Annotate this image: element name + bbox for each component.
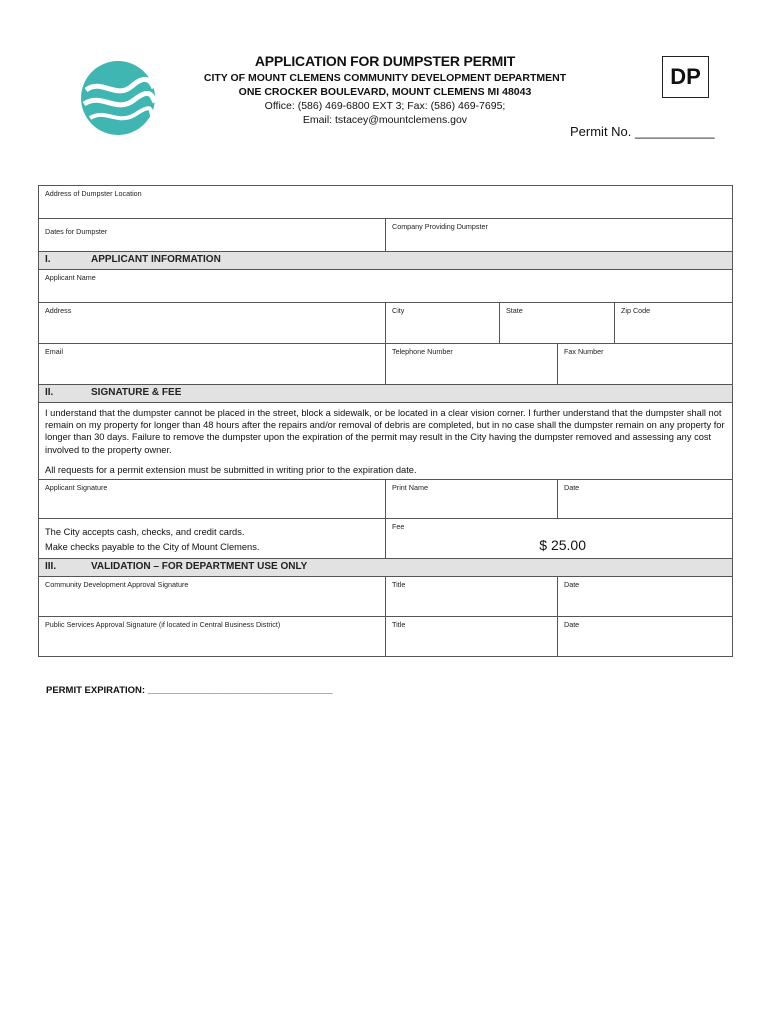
department-email: Email: tstacey@mountclemens.gov [302, 114, 468, 126]
form-title: APPLICATION FOR DUMPSTER PERMIT [254, 53, 516, 69]
statement-text: I understand that the dumpster cannot be placed in the street, block a sidewalk, or be located in a clear vision corner. I further understand that the dumpster shall not remain on my property for longer than 48 hours after the repairs and/or removal of debris are completed, but in no case shall the dumpster remain on any property for longer than 30 days. Failure to remove the dumpster upon the expiration of the permit may result in the City having the dumpster removed and assessing any cost involved to the property owner. [45, 408, 725, 455]
dates-field[interactable]: Dates for Dumpster [39, 219, 386, 252]
print-name-field[interactable]: Print Name [386, 479, 558, 518]
extension-note: All requests for a permit extension must be submitted in writing prior to the expiration date. [45, 464, 417, 475]
city-field[interactable]: City [386, 303, 500, 344]
department-address: ONE CROCKER BOULEVARD, MOUNT CLEMENS MI 48043 [238, 86, 532, 98]
department-name: CITY OF MOUNT CLEMENS COMMUNITY DEVELOPMENT DEPARTMENT [203, 72, 567, 84]
applicant-name-field[interactable]: Applicant Name [39, 270, 733, 303]
telephone-field[interactable]: Telephone Number [386, 344, 558, 385]
accepted-payment-text: The City accepts cash, checks, and credit cards. [45, 526, 245, 537]
ps-title-field[interactable]: Title [386, 616, 558, 656]
department-phone: Office: (586) 469-6800 EXT 3; Fax: (586) 469-7695; [264, 100, 506, 112]
cd-approval-signature-field[interactable]: Community Development Approval Signature [39, 576, 386, 616]
ps-approval-signature-field[interactable]: Public Services Approval Signature (if located in Central Business District) [39, 616, 386, 656]
signature-date-field[interactable]: Date [558, 479, 733, 518]
email-field[interactable]: Email [39, 344, 386, 385]
applicant-signature-field[interactable]: Applicant Signature [39, 479, 386, 518]
address-field[interactable]: Address [39, 303, 386, 344]
payable-text: Make checks payable to the City of Mount Clemens. [45, 541, 260, 552]
section-1-header: I. APPLICANT INFORMATION [39, 252, 733, 270]
ps-date-field[interactable]: Date [558, 616, 733, 656]
permit-expiration-field[interactable]: PERMIT EXPIRATION: ___________________________________ [46, 685, 333, 696]
fee-field: Fee $ 25.00 [386, 518, 733, 558]
city-logo [80, 60, 156, 136]
company-field[interactable]: Company Providing Dumpster [386, 219, 733, 252]
payment-info [39, 518, 386, 558]
section-2-header: II. SIGNATURE & FEE [39, 385, 733, 403]
fax-field[interactable]: Fax Number [558, 344, 733, 385]
permit-form [38, 185, 733, 657]
zip-field[interactable]: Zip Code [615, 303, 733, 344]
fee-amount: $ 25.00 [539, 536, 586, 553]
permit-number: Permit No. ___________ [570, 124, 715, 139]
form-code-badge: DP [662, 56, 709, 98]
cd-title-field[interactable]: Title [386, 576, 558, 616]
state-field[interactable]: State [500, 303, 615, 344]
section-3-header: III. VALIDATION – FOR DEPARTMENT USE ONLY [39, 558, 733, 576]
dumpster-location-field[interactable]: Address of Dumpster Location [39, 186, 733, 219]
cd-date-field[interactable]: Date [558, 576, 733, 616]
statement-block [39, 403, 733, 480]
